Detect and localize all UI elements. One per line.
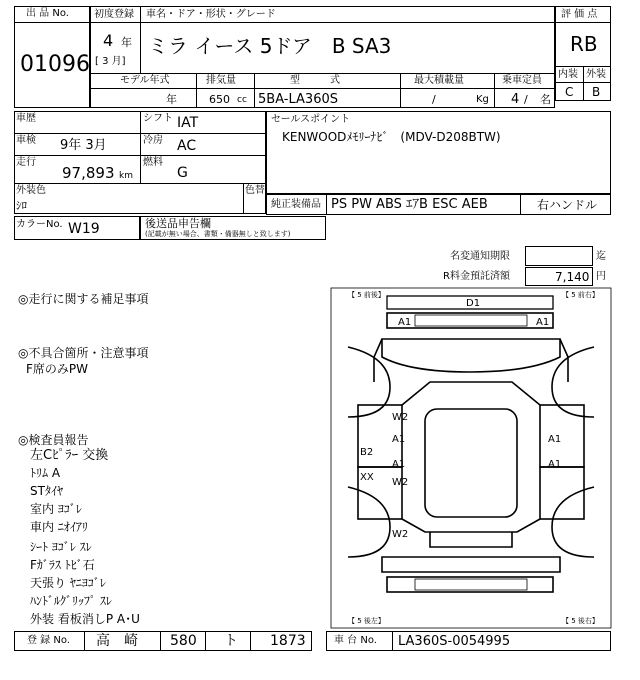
eval-score: RB bbox=[570, 32, 598, 56]
inspector-item: ﾄﾘﾑ A bbox=[30, 466, 61, 480]
damage-mark: A1 bbox=[536, 317, 550, 328]
model-year-unit: 年 bbox=[166, 93, 177, 106]
type-label: 型 式 bbox=[290, 75, 340, 86]
repaint-label: 色替 bbox=[245, 185, 265, 196]
chassis-no-label: 車 台 No. bbox=[334, 635, 377, 646]
inspector-title: ◎検査員報告 bbox=[18, 433, 89, 447]
fuel: G bbox=[177, 165, 188, 181]
first-reg-year: 4 bbox=[103, 31, 114, 50]
reg-no-label: 登 録 No. bbox=[27, 635, 70, 646]
ac: AC bbox=[177, 138, 197, 154]
inspector-item: 天張り ﾔﾆﾖｺﾞﾚ bbox=[30, 576, 106, 590]
damage-mark: A1 bbox=[548, 434, 562, 445]
oem-equipment: PS PW ABS ｴｱB ESC AEB bbox=[331, 197, 488, 212]
exterior-label: 外装 bbox=[586, 69, 606, 80]
tire-label-rl: 【 5 後左】 bbox=[348, 617, 385, 625]
max-load-label: 最大積載量 bbox=[414, 75, 464, 86]
damage-mark: A1 bbox=[398, 317, 412, 328]
mileage-label: 走行 bbox=[16, 157, 36, 168]
damage-mark: W2 bbox=[392, 529, 409, 540]
mileage: 97,893 bbox=[62, 164, 115, 182]
color-no-label: カラーNo. bbox=[16, 219, 63, 230]
reg-number: 1873 bbox=[270, 633, 306, 649]
aftermarket-label: 後送品申告欄 bbox=[145, 217, 211, 230]
damage-mark: A1 bbox=[392, 459, 406, 470]
capacity-unit: 名 bbox=[540, 93, 551, 106]
damage-mark: W2 bbox=[392, 412, 409, 423]
inspector-item: STﾀｲﾔ bbox=[30, 484, 63, 498]
interior-label: 内装 bbox=[558, 69, 578, 80]
tire-label-fr: 【 5 前右】 bbox=[562, 291, 599, 299]
inspector-item: ﾊﾝﾄﾞﾙｸﾞﾘｯﾌﾟ ｽﾚ bbox=[30, 594, 112, 608]
car-damage-diagram bbox=[330, 287, 612, 629]
damage-mark: XX bbox=[360, 472, 374, 483]
defect-item: F席のみPW bbox=[26, 362, 89, 376]
oem-equipment-label: 純正装備品 bbox=[271, 199, 321, 210]
inspector-item: ｼｰﾄ ﾖｺﾞﾚ ｽﾚ bbox=[30, 540, 92, 554]
inspector-item: 左Cﾋﾟﾗｰ 交換 bbox=[30, 448, 109, 463]
eval-label: 評 価 点 bbox=[561, 9, 598, 20]
first-reg-label: 初度登録 bbox=[94, 9, 134, 20]
damage-mark: A1 bbox=[392, 434, 406, 445]
damage-mark: A1 bbox=[548, 459, 562, 470]
aftermarket-note: (記載が無い場合、書類・備器無しと致します) bbox=[145, 230, 291, 238]
model-year-label: モデル年式 bbox=[120, 75, 170, 86]
damage-mark: B2 bbox=[360, 447, 374, 458]
driving-notes-title: ◎走行に関する補足事項 bbox=[18, 292, 149, 306]
inspection: 9年 3月 bbox=[60, 138, 107, 153]
displacement: 650 bbox=[209, 93, 230, 106]
model-type: 5BA-LA360S bbox=[258, 92, 338, 107]
lot-no-label: 出 品 No. bbox=[26, 8, 69, 19]
ac-label: 冷房 bbox=[143, 135, 163, 146]
chassis-no: LA360S-0054995 bbox=[398, 634, 511, 649]
reg-city: 高 崎 bbox=[96, 633, 138, 649]
steering: 右ハンドル bbox=[537, 198, 598, 212]
sales-point-label: セールスポイント bbox=[271, 114, 351, 125]
recycle-label: R料金預託済額 bbox=[443, 271, 510, 282]
mileage-unit: km bbox=[119, 171, 133, 181]
damage-mark: D1 bbox=[466, 298, 481, 309]
first-reg-year-unit: 年 bbox=[121, 36, 132, 49]
shift: IAT bbox=[177, 115, 199, 131]
tire-label-rr: 【 5 後右】 bbox=[562, 617, 599, 625]
max-load-unit: Kg bbox=[476, 94, 489, 105]
inspector-item: Fｶﾞﾗｽ ﾄﾋﾞ石 bbox=[30, 558, 95, 572]
reg-class: 580 bbox=[170, 633, 197, 649]
defects-title: ◎不具合箇所・注意事項 bbox=[18, 346, 149, 360]
max-load-slash: / bbox=[432, 93, 436, 106]
inspection-label: 車検 bbox=[16, 135, 36, 146]
exterior-score: B bbox=[592, 85, 601, 99]
reg-kana: ト bbox=[224, 633, 238, 649]
recycle-amount: 7,140 bbox=[555, 270, 590, 284]
shift-label: シフト bbox=[143, 113, 173, 124]
name-change-label: 名変通知期限 bbox=[450, 251, 510, 262]
inspector-item: 車内 ﾆｵｲｱﾘ bbox=[30, 520, 88, 534]
capacity-label: 乗車定員 bbox=[502, 75, 542, 86]
capacity-slash: / bbox=[524, 93, 528, 106]
name-change-box bbox=[525, 246, 593, 266]
inspector-item: 室内 ﾖｺﾞﾚ bbox=[30, 502, 82, 516]
damage-mark: W2 bbox=[392, 477, 409, 488]
name-change-unit: 迄 bbox=[596, 251, 606, 262]
lot-no: 01096 bbox=[20, 52, 90, 77]
recycle-unit: 円 bbox=[596, 271, 606, 282]
tire-label-fl: 【 5 前後】 bbox=[348, 291, 385, 299]
history-label: 車歴 bbox=[16, 113, 36, 124]
sales-point: KENWOODﾒﾓﾘｰﾅﾋﾞ (MDV-D208BTW) bbox=[282, 130, 501, 144]
inspector-item: 外装 看板消しP A･U bbox=[30, 612, 140, 626]
car-name: ミラ イース 5ドア B SA3 bbox=[148, 34, 392, 58]
car-name-label: 車名・ドア・形状・グレード bbox=[146, 9, 276, 20]
interior-score: C bbox=[565, 85, 574, 99]
color-no: W19 bbox=[68, 221, 100, 237]
capacity: 4 bbox=[511, 92, 520, 107]
ext-color: ｼﾛ bbox=[16, 199, 27, 212]
displacement-unit: cc bbox=[237, 95, 247, 105]
ext-color-label: 外装色 bbox=[16, 185, 46, 196]
fuel-label: 燃料 bbox=[143, 157, 163, 168]
first-reg-month: [ 3 月] bbox=[95, 56, 126, 67]
displacement-label: 排気量 bbox=[206, 75, 236, 86]
